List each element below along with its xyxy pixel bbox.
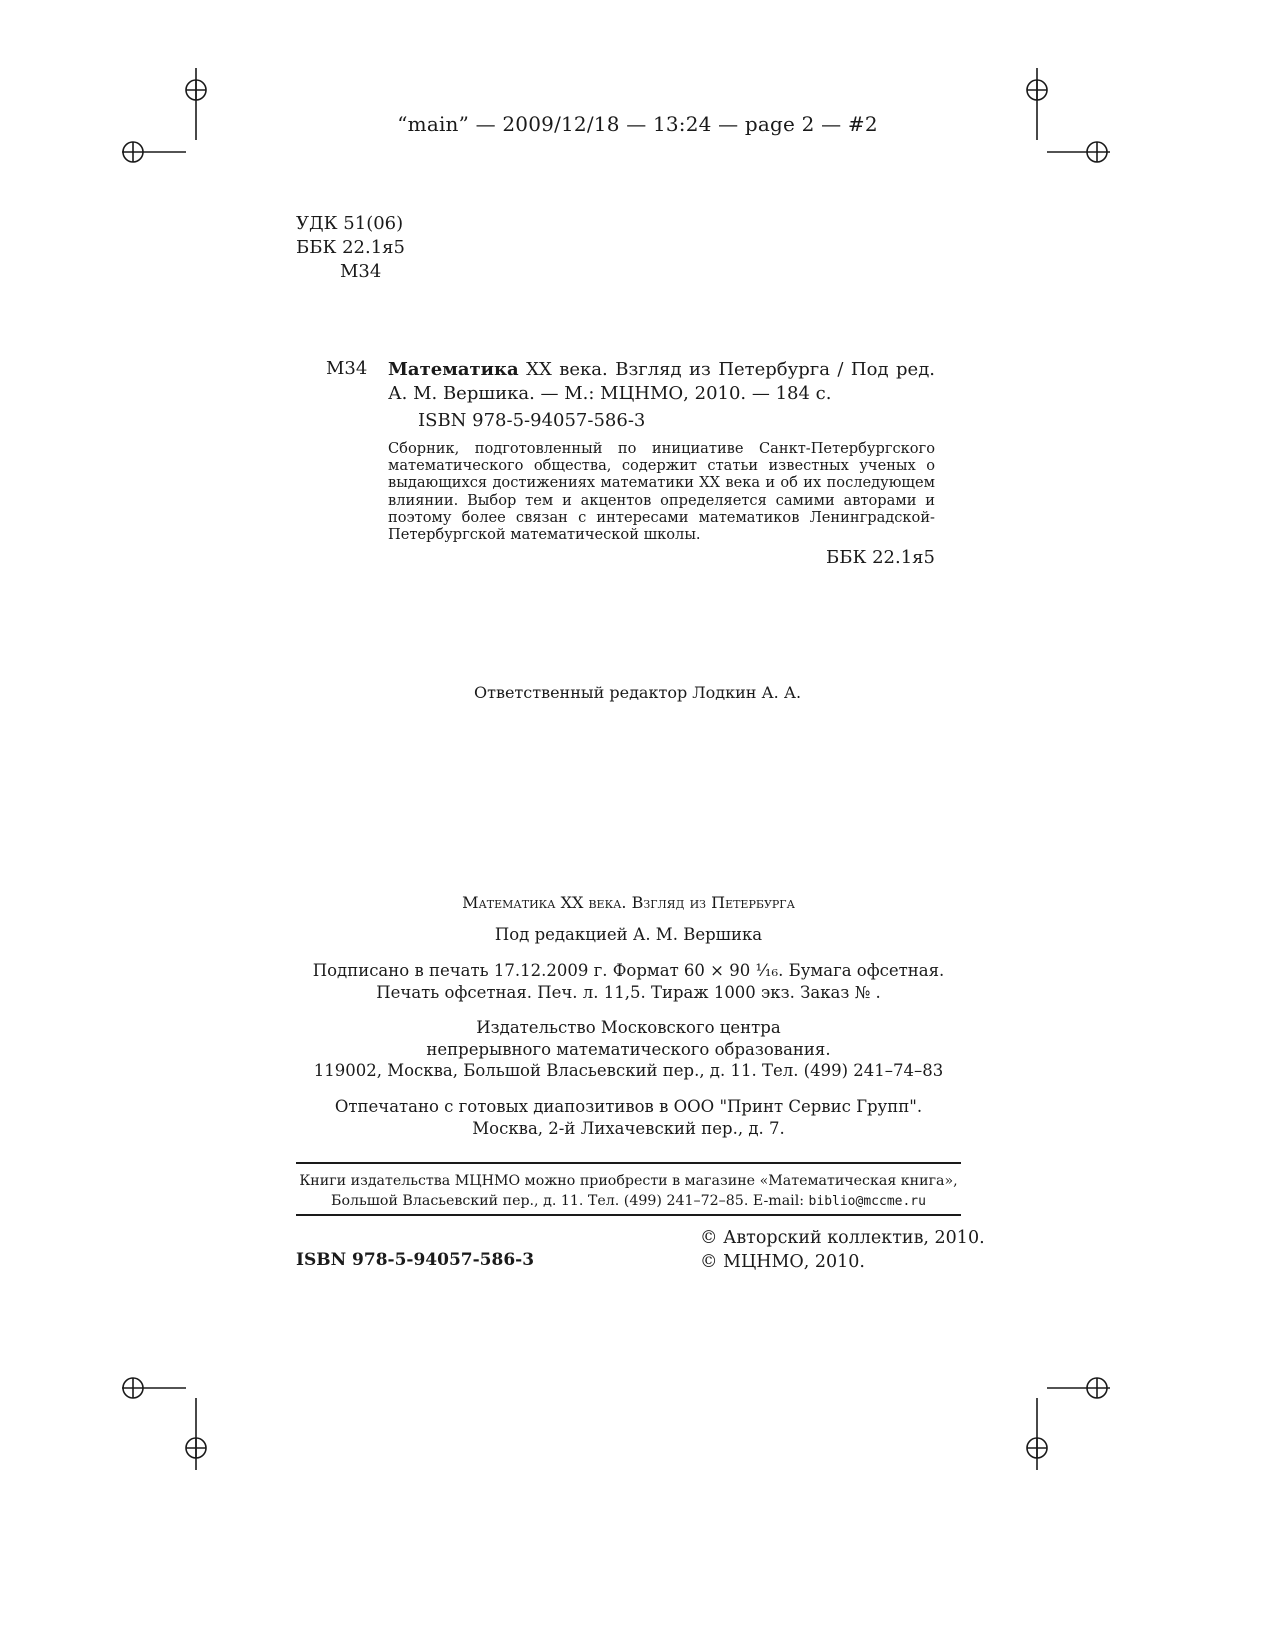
publisher-address: 119002, Москва, Большой Власьевский пер., д. 11. Тел. (499) 241–74–83 (313, 1061, 944, 1080)
publisher-line: непрерывного математического образования. (426, 1039, 831, 1059)
printer-line: Отпечатано с готовых диапозитивов в ООО "Принт Сервис Групп". (334, 1097, 923, 1116)
publisher-line: Издательство Московского центра (476, 1018, 781, 1037)
shop-notice (296, 1171, 961, 1212)
shop-address: Большой Власьевский пер., д. 11. Тел. (499) 241–72–85. E-mail: (331, 1193, 809, 1209)
imprint-edited-by: Под редакцией А. М. Вершика (494, 925, 763, 944)
bbk-code: ББК 22.1я5 (296, 237, 405, 258)
print-details-line: Подписано в печать 17.12.2009 г. Формат 60 × 90 ¹⁄₁₆. Бумага офсетная. (312, 961, 945, 980)
imprint-title: Математика XX века. Взгляд из Петербурга (462, 893, 795, 912)
divider-bottom (296, 1214, 961, 1216)
print-details (296, 960, 961, 1003)
copyright-line: © Авторский коллектив, 2010. (700, 1228, 985, 1248)
shop-email-link[interactable]: biblio@mccme.ru (808, 1194, 926, 1209)
book-description: XX века. Взгляд из Петербурга / Под ред. А. М. Вершика. — М.: МЦНМО, 2010. — 184 с. (388, 359, 935, 404)
isbn-line: ISBN 978-5-94057-586-3 (418, 410, 646, 431)
printer-address: Москва, 2-й Лихачевский пер., д. 7. (472, 1118, 785, 1138)
author-mark: М34 (340, 261, 382, 282)
shop-address-line (296, 1191, 961, 1212)
bibliographic-description (388, 358, 935, 406)
copyright-line: © МЦНМО, 2010. (700, 1252, 865, 1272)
divider-top (296, 1162, 961, 1164)
udk-code: УДК 51(06) (296, 213, 404, 234)
bbk-right: ББК 22.1я5 (826, 547, 935, 568)
abstract: Сборник, подготовленный по инициативе Санкт-Петербургского математического общества, содержит статьи известных ученых о выдающихся достижениях математики XX века и об их последующем влиянии. Выбор тем и акцентов определяется самими авторами и поэтому более связан с интересами математиков Ленинградской-Петербургской математической школы. (388, 440, 935, 544)
copyright-block (700, 1226, 985, 1274)
shop-line: Книги издательства МЦНМО можно приобрести в магазине «Математическая книга», (299, 1173, 958, 1189)
book-title-bold: Математика (388, 359, 519, 380)
isbn-footer: ISBN 978-5-94057-586-3 (296, 1250, 535, 1270)
print-details-line: Печать офсетная. Печ. л. 11,5. Тираж 1000 экз. Заказ № . (376, 982, 881, 1002)
running-head: “main” — 2009/12/18 — 13:24 — page 2 — #2 (397, 112, 878, 136)
bibliographic-mark: М34 (326, 358, 368, 379)
responsible-editor: Ответственный редактор Лодкин А. А. (473, 683, 802, 702)
publisher-block (296, 1017, 961, 1082)
classification-block (296, 212, 405, 284)
printer-block (296, 1096, 961, 1139)
